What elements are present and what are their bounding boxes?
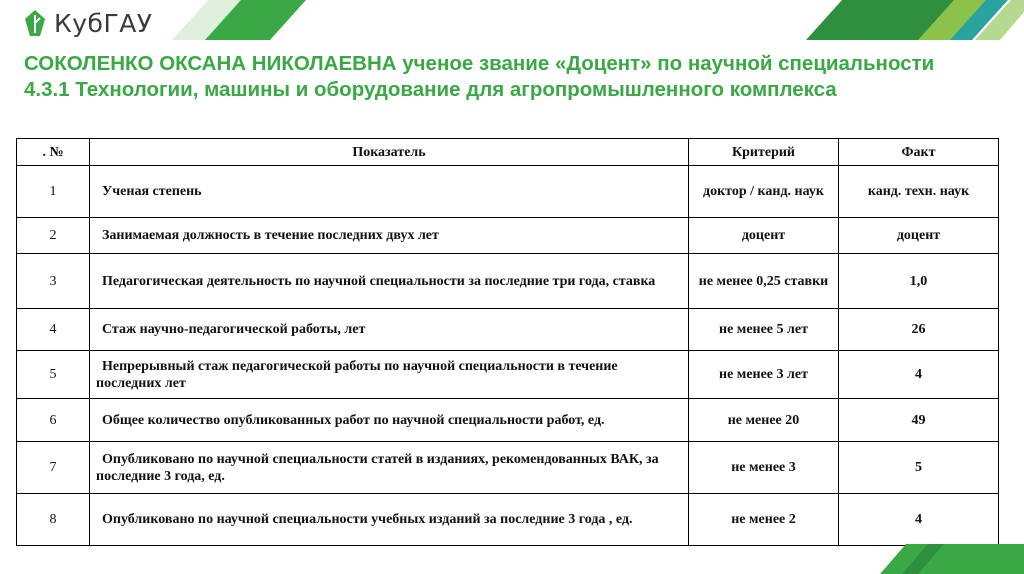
row-indicator: Опубликовано по научной специальности учебных изданий за последние 3 года , ед. — [102, 512, 633, 527]
row-criterion: доцент — [689, 218, 839, 254]
leaf-logo-icon — [24, 9, 46, 37]
table-row — [17, 442, 999, 494]
row-criterion: не менее 3 лет — [689, 351, 839, 399]
row-number: 8 — [17, 494, 90, 546]
row-fact: 49 — [839, 399, 999, 442]
row-criterion: не менее 2 — [689, 494, 839, 546]
header-indicator: Показатель — [90, 139, 689, 166]
table-row — [17, 351, 999, 399]
header-criterion: Критерий — [689, 139, 839, 166]
row-number: 3 — [17, 254, 90, 309]
row-criterion: не менее 3 — [689, 442, 839, 494]
top-decorative-stripes — [0, 0, 1024, 40]
row-indicator: Занимаемая должность в течение последних двух лет — [102, 228, 439, 243]
row-fact: 4 — [839, 494, 999, 546]
table-row — [17, 494, 999, 546]
row-indicator: Педагогическая деятельность по научной специальности за последние три года, ставка — [102, 273, 656, 289]
row-indicator: Опубликовано по научной специальности статей в изданиях, рекомендованных ВАК, за последние 3 года, ед. — [96, 451, 659, 484]
page-title: СОКОЛЕНКО ОКСАНА НИКОЛАЕВНА ученое звание «Доцент» по научной специальности 4.3.1 Технологии, машины и оборудование для агропромышленного комплекса — [24, 52, 935, 101]
bottom-decorative-stripes — [0, 544, 1024, 574]
row-number: 7 — [17, 442, 90, 494]
row-fact: 26 — [839, 309, 999, 351]
row-fact: доцент — [839, 218, 999, 254]
kubgau-logo — [24, 6, 153, 40]
row-indicator: Ученая степень — [102, 184, 202, 199]
row-number: 1 — [17, 166, 90, 218]
row-criterion: доктор / канд. наук — [689, 166, 839, 218]
row-fact: канд. техн. наук — [839, 166, 999, 218]
row-number: 2 — [17, 218, 90, 254]
row-criterion: не менее 5 лет — [689, 309, 839, 351]
criteria-table — [16, 138, 999, 546]
row-fact: 5 — [839, 442, 999, 494]
row-criterion: не менее 0,25 ставки — [689, 254, 839, 309]
header-num: . № — [17, 139, 90, 166]
row-number: 5 — [17, 351, 90, 399]
table-row — [17, 218, 999, 254]
table-row — [17, 254, 999, 309]
table-row — [17, 399, 999, 442]
row-indicator: Стаж научно-педагогической работы, лет — [102, 322, 366, 337]
row-number: 4 — [17, 309, 90, 351]
logo-text: КубГАУ — [54, 8, 153, 38]
row-criterion: не менее 20 — [689, 399, 839, 442]
header-fact: Факт — [839, 139, 999, 166]
row-fact: 1,0 — [839, 254, 999, 309]
table-header-row — [17, 139, 999, 166]
row-fact: 4 — [839, 351, 999, 399]
table-row — [17, 309, 999, 351]
row-indicator: Непрерывный стаж педагогической работы по научной специальности в течение последних лет — [96, 358, 618, 391]
row-number: 6 — [17, 399, 90, 442]
row-indicator: Общее количество опубликованных работ по научной специальности работ, ед. — [102, 412, 605, 428]
table-row — [17, 166, 999, 218]
